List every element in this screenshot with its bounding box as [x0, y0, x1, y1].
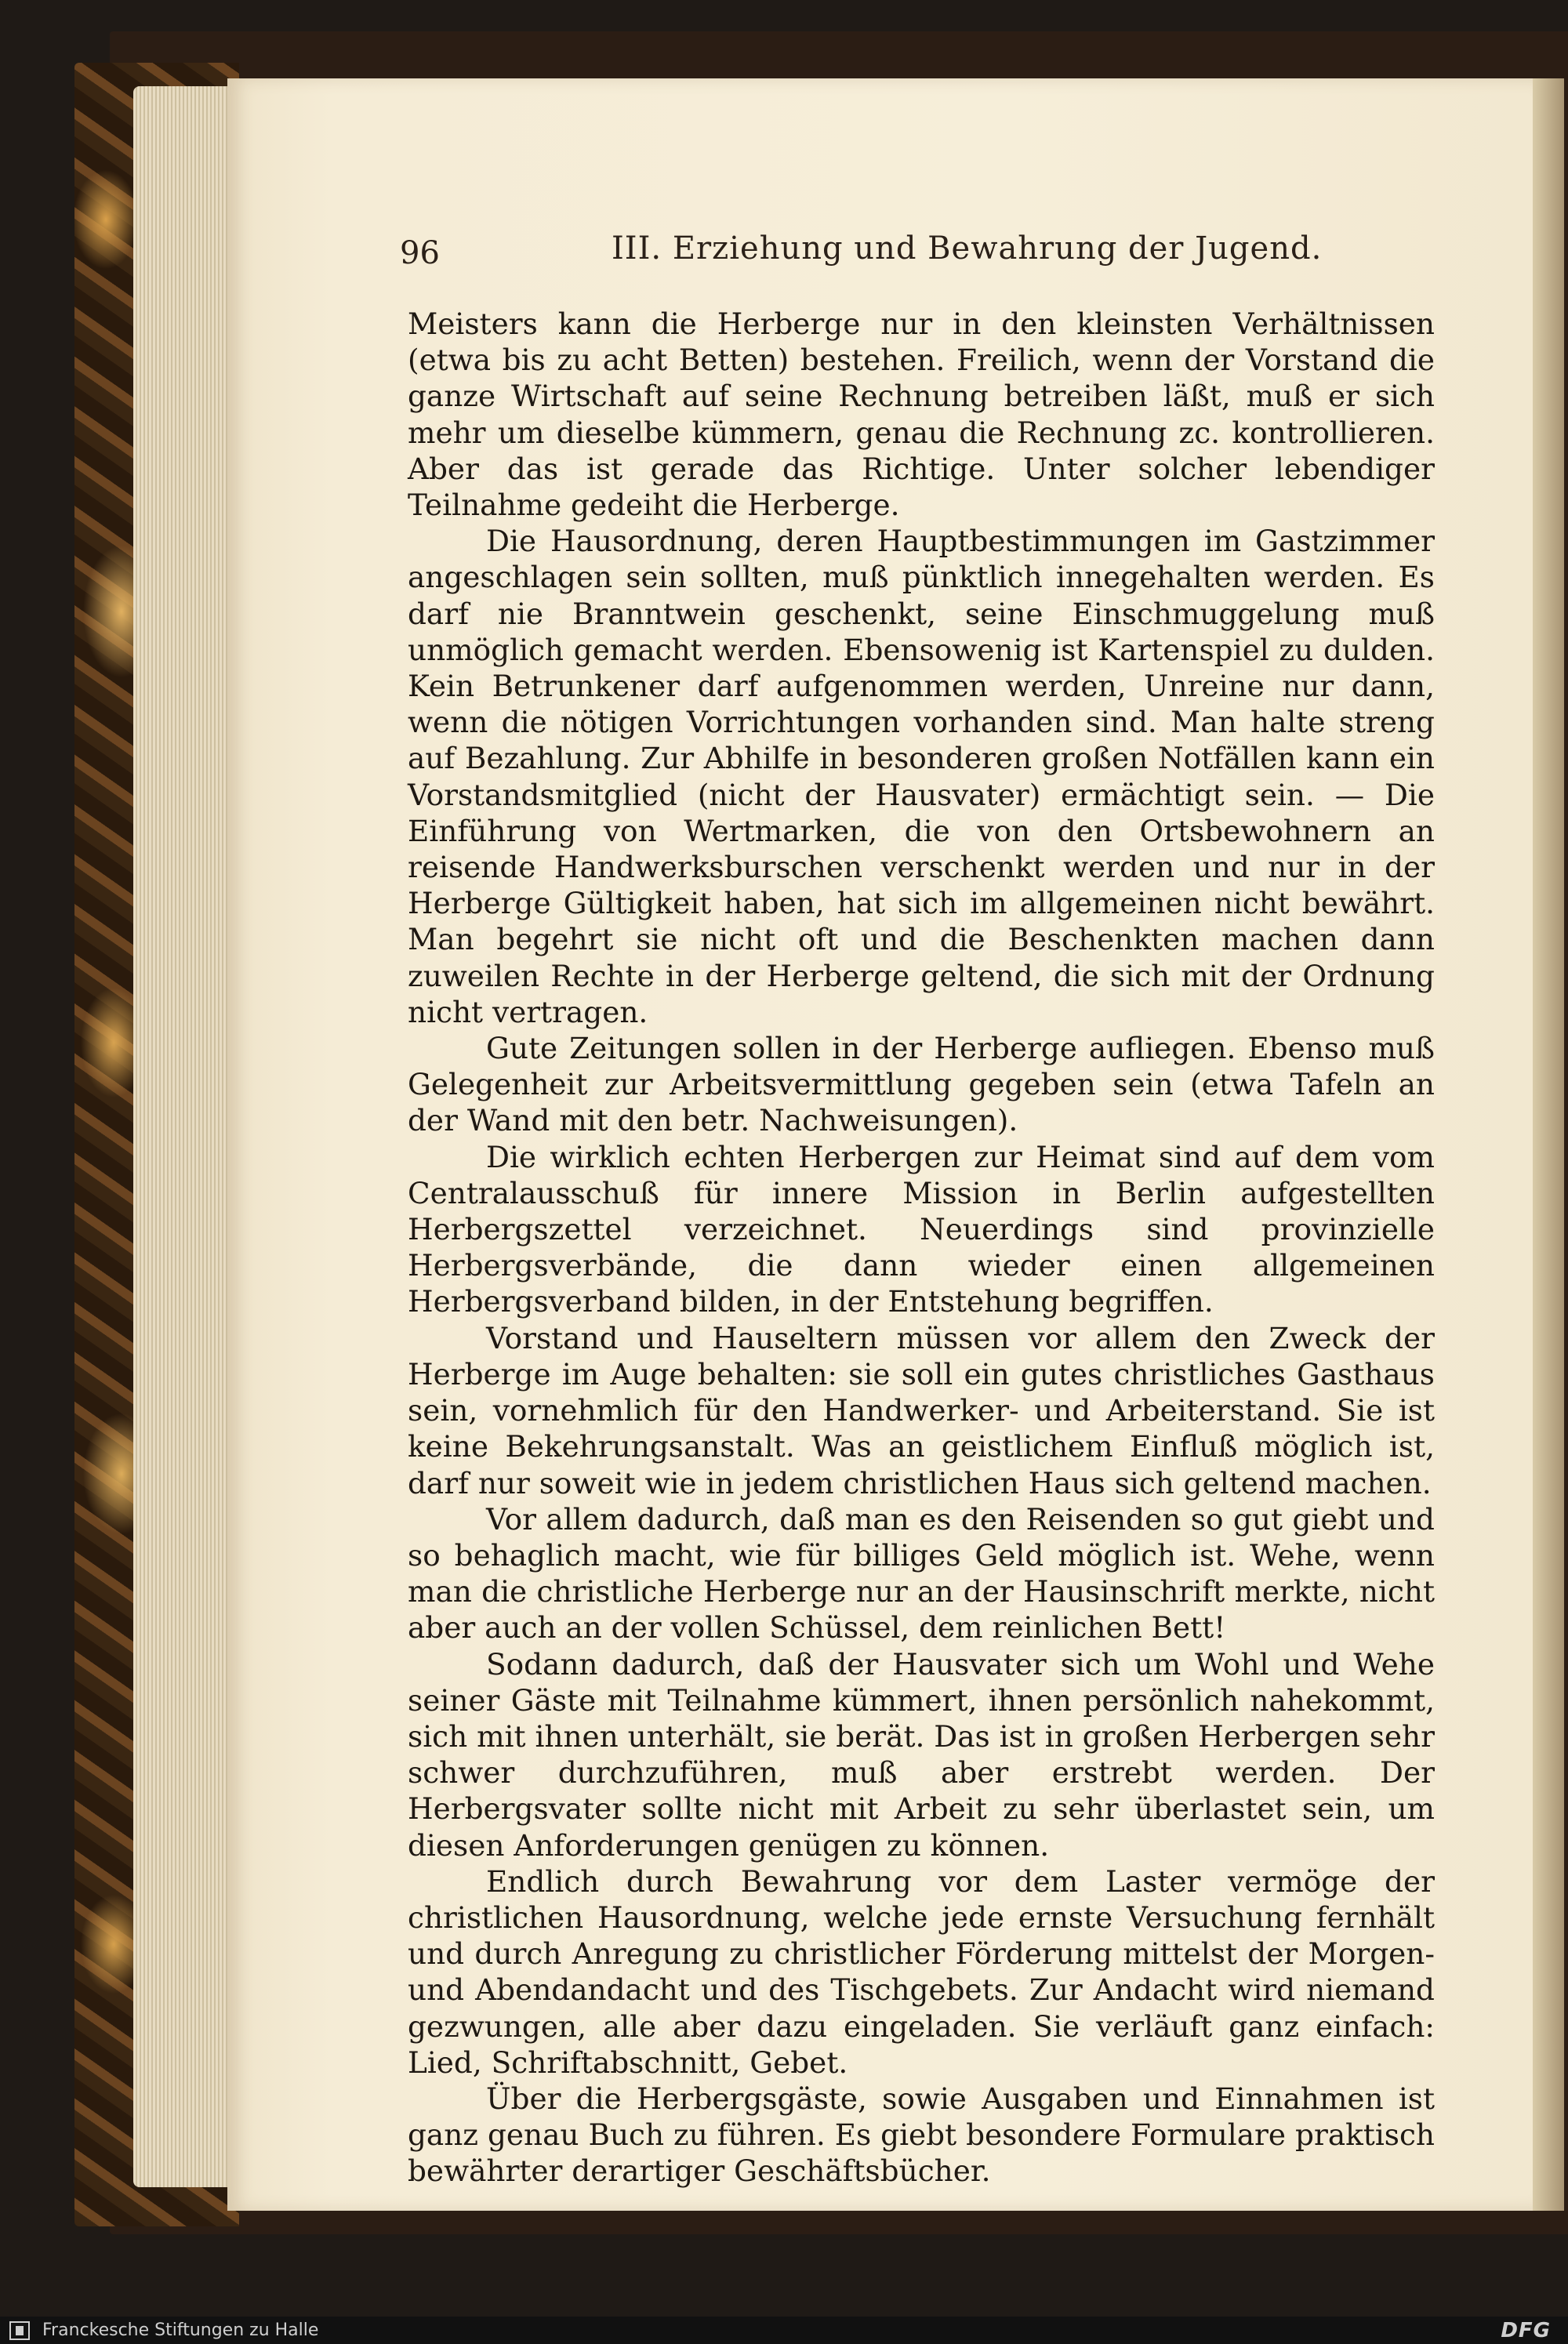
paragraph: Sodann dadurch, daß der Hausvater sich um Wohl und Wehe seiner Gäste mit Teilnahme kümmert, ihnen persönlich nahekommt, sich mit ihnen unterhält, sie berät. Das ist in großen Herbergen sehr schwer durchzuführen, muß aber erstrebt werden. Der Herbergsvater sollte nicht mit Arbeit zu sehr überlastet sein, um diesen Anforderungen genügen zu können.: [408, 1646, 1435, 1863]
paragraph: Vorstand und Hauseltern müssen vor allem den Zweck der Herberge im Auge behalten: sie soll ein gutes christliches Gasthaus sein, vornehmlich für den Handwerker- und Arbeiterstand. Sie ist keine Bekehrungsanstalt. Was an geistlichem Einfluß möglich ist, darf nur soweit wie in jedem christlichen Haus sich geltend machen.: [408, 1320, 1435, 1500]
page-header: [392, 227, 1443, 274]
dfg-logo: DFG: [1501, 2319, 1551, 2342]
institution-logo-icon: [9, 2321, 30, 2340]
paragraph: Meisters kann die Herberge nur in den kleinsten Verhältnissen (etwa bis zu acht Betten) bestehen. Freilich, wenn der Vorstand die ganze Wirtschaft auf seine Rechnung betreiben läßt, muß er sich mehr um dieselbe kümmern, genau die Rechnung zc. kontrollieren. Aber das ist gerade das Richtige. Unter solcher lebendiger Teilnahme gedeiht die Herberge.: [408, 307, 1435, 523]
paragraph: Gute Zeitungen sollen in der Herberge aufliegen. Ebenso muß Gelegenheit zur Arbeitsvermittlung gegeben sein (etwa Tafeln an der Wand mit den betr. Nachweisungen).: [408, 1031, 1435, 1138]
paragraph: Vor allem dadurch, daß man es den Reisenden so gut giebt und so behaglich macht, wie für billiges Geld möglich ist. Wehe, wenn man die christliche Herberge nur an der Hausinschrift merkte, nicht aber auch an der vollen Schüssel, dem reinlichen Bett!: [408, 1501, 1435, 1646]
paragraph: Über die Herbergsgäste, sowie Ausgaben und Einnahmen ist ganz genau Buch zu führen. Es giebt besondere Formulare praktisch bewährter derartiger Geschäftsbücher.: [408, 2081, 1435, 2189]
paragraph: Die wirklich echten Herbergen zur Heimat sind auf dem vom Centralausschuß für innere Mission in Berlin aufgestellten Herbergszettel verzeichnet. Neuerdings sind provinzielle Herbergsverbände, die dann wieder einen allgemeinen Herbergsverband bilden, in der Entstehung begriffen.: [408, 1139, 1435, 1319]
body-text: [408, 306, 1435, 2190]
page-number: 96: [400, 235, 440, 271]
page-right-edge: [1533, 78, 1564, 2211]
viewer-footer: [0, 2317, 1568, 2344]
paragraph: Endlich durch Bewahrung vor dem Laster vermöge der christlichen Hausordnung, welche jede ernste Versuchung fernhält und durch Anregung zu christlicher Förderung mittelst der Morgen- und Abendandacht und des Tischgebets. Zur Andacht wird niemand gezwungen, alle aber dazu eingeladen. Sie verläuft ganz einfach: Lied, Schriftabschnitt, Gebet.: [408, 1863, 1435, 2080]
institution-name: Franckesche Stiftungen zu Halle: [42, 2320, 319, 2340]
paragraph: Die Hausordnung, deren Hauptbestimmungen im Gastzimmer angeschlagen sein sollten, muß pünktlich innegehalten werden. Es darf nie Branntwein geschenkt, seine Einschmuggelung muß unmöglich gemacht werden. Ebensowenig ist Kartenspiel zu dulden. Kein Betrunkener darf aufgenommen werden, Unreine nur dann, wenn die nötigen Vorrichtungen vorhanden sind. Man halte streng auf Bezahlung. Zur Abhilfe in besonderen großen Notfällen kann ein Vorstandsmitglied (nicht der Hausvater) ermächtigt sein. — Die Einführung von Wertmarken, die von den Ortsbewohnern an reisende Handwerksburschen verschenkt werden und nur in der Herberge Gültigkeit haben, hat sich im allgemeinen nicht bewährt. Man begehrt sie nicht oft und die Beschenkten machen dann zuweilen Rechte in der Herberge geltend, die sich mit der Ordnung nicht vertragen.: [408, 524, 1435, 1029]
running-title: III. Erziehung und Bewahrung der Jugend.: [612, 230, 1323, 267]
